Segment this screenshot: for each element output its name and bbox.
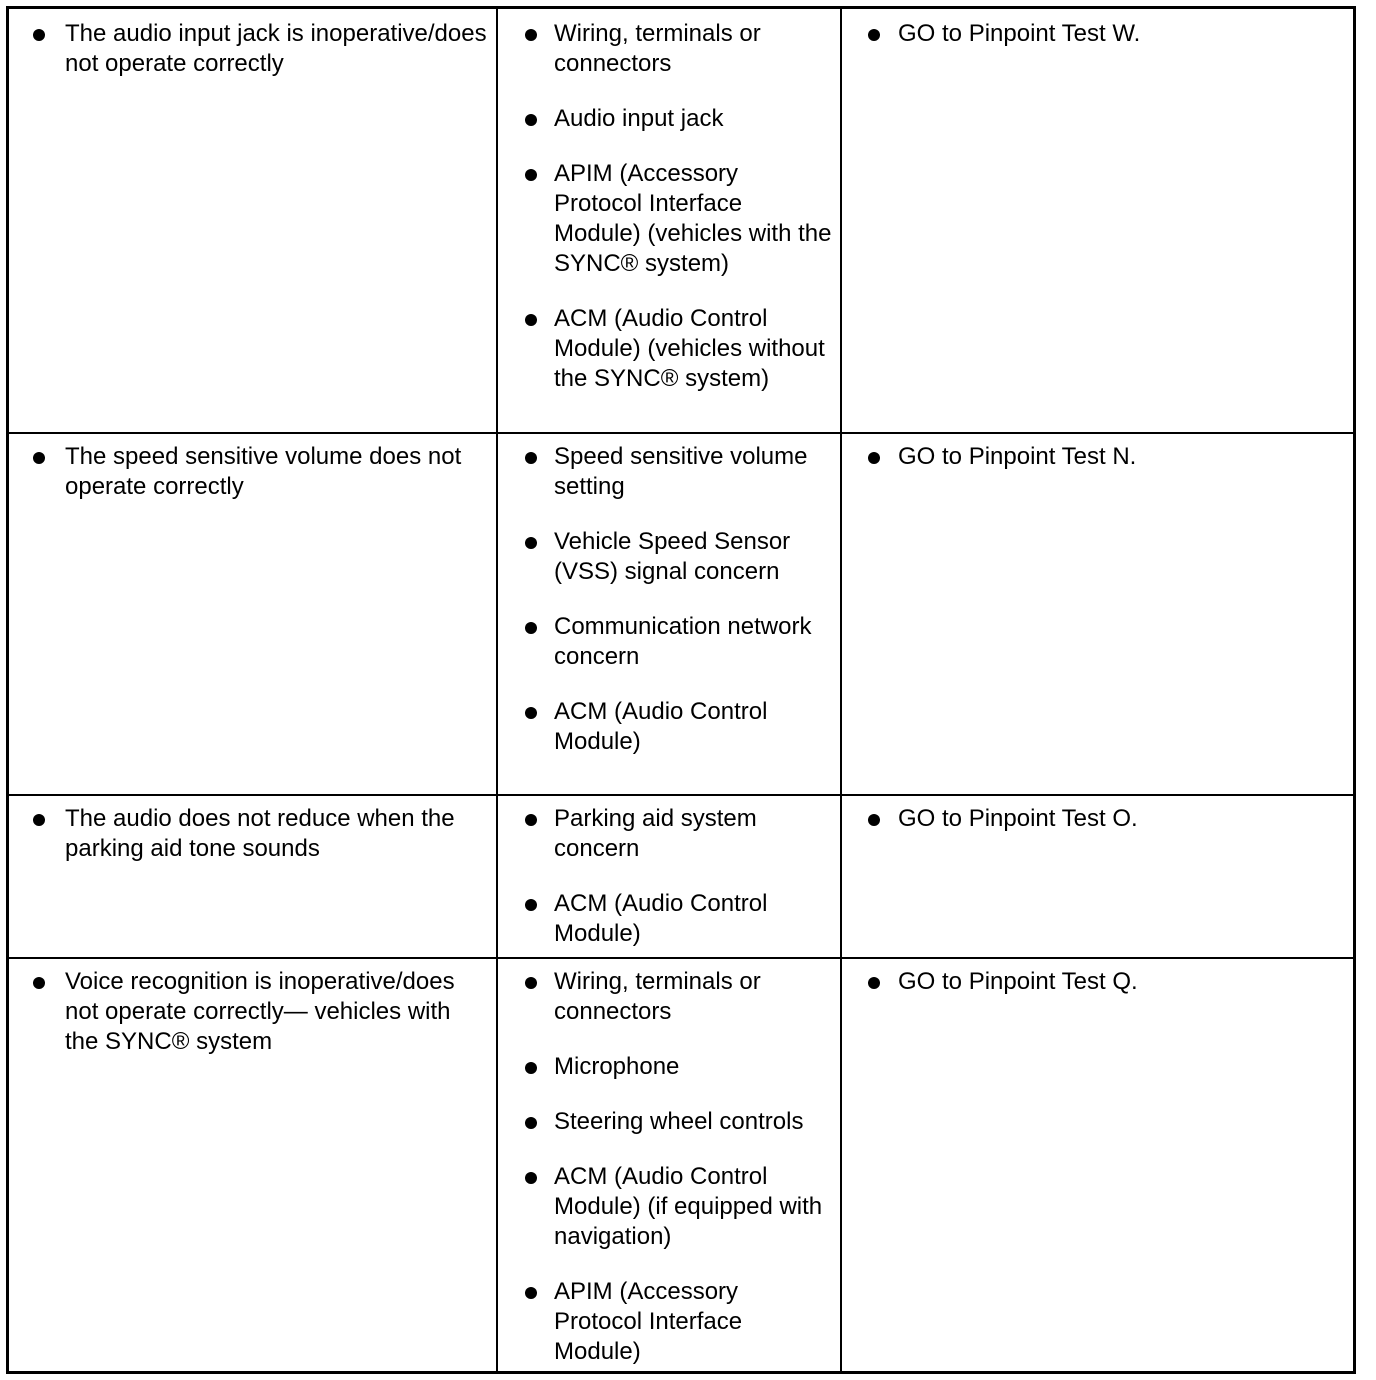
- cause-cell: [498, 957, 842, 1371]
- bullet-icon: [525, 977, 537, 989]
- cause-item: [498, 442, 840, 502]
- cause-text: Wiring, terminals or connectors: [554, 20, 761, 77]
- condition-item: [9, 19, 496, 79]
- cause-item: [498, 1162, 840, 1252]
- bullet-icon: [33, 814, 45, 826]
- bullet-icon: [525, 29, 537, 41]
- bullet-icon: [868, 29, 880, 41]
- bullet-icon: [33, 452, 45, 464]
- cause-item: [498, 1277, 840, 1367]
- condition-cell: [9, 9, 498, 432]
- cause-text: APIM (Accessory Protocol Interface Module) (vehicles with the SYNC® system): [554, 160, 832, 277]
- cause-text: Speed sensitive volume setting: [554, 443, 808, 500]
- action-cell: [842, 432, 1353, 794]
- bullet-icon: [525, 899, 537, 911]
- cause-cell: [498, 9, 842, 432]
- bullet-icon: [868, 452, 880, 464]
- table-row: [9, 432, 1353, 796]
- action-text: GO to Pinpoint Test Q.: [898, 968, 1138, 995]
- bullet-icon: [525, 814, 537, 826]
- cause-text: APIM (Accessory Protocol Interface Module): [554, 1278, 743, 1365]
- bullet-icon: [525, 707, 537, 719]
- cause-item: [498, 697, 840, 757]
- condition-cell: [9, 794, 498, 957]
- action-item: [842, 967, 1353, 997]
- cause-text: ACM (Audio Control Module): [554, 698, 768, 755]
- bullet-icon: [868, 977, 880, 989]
- bullet-icon: [33, 29, 45, 41]
- bullet-icon: [525, 452, 537, 464]
- condition-cell: [9, 957, 498, 1371]
- cause-cell: [498, 794, 842, 957]
- action-item: [842, 442, 1353, 472]
- cause-text: Audio input jack: [554, 105, 724, 132]
- table-row: [9, 794, 1353, 959]
- action-item: [842, 804, 1353, 834]
- action-item: [842, 19, 1353, 49]
- bullet-icon: [525, 622, 537, 634]
- cause-text: Parking aid system concern: [554, 805, 757, 862]
- table-row: [9, 9, 1353, 434]
- condition-item: [9, 804, 496, 864]
- bullet-icon: [525, 1117, 537, 1129]
- condition-item: [9, 967, 496, 1057]
- cause-item: [498, 19, 840, 79]
- action-text: GO to Pinpoint Test W.: [898, 20, 1141, 47]
- cause-text: Microphone: [554, 1053, 680, 1080]
- table-row: [9, 957, 1353, 1371]
- cause-text: ACM (Audio Control Module): [554, 890, 768, 947]
- cause-item: [498, 304, 840, 394]
- condition-text: The speed sensitive volume does not operate correctly: [65, 443, 462, 500]
- bullet-icon: [525, 314, 537, 326]
- condition-cell: [9, 432, 498, 794]
- action-cell: [842, 957, 1353, 1371]
- action-text: GO to Pinpoint Test N.: [898, 443, 1137, 470]
- cause-item: [498, 527, 840, 587]
- cause-text: Vehicle Speed Sensor (VSS) signal concern: [554, 528, 791, 585]
- condition-item: [9, 442, 496, 502]
- bullet-icon: [33, 977, 45, 989]
- cause-item: [498, 1107, 840, 1137]
- cause-text: ACM (Audio Control Module) (vehicles without the SYNC® system): [554, 305, 825, 392]
- cause-text: Wiring, terminals or connectors: [554, 968, 761, 1025]
- action-cell: [842, 794, 1353, 957]
- cause-cell: [498, 432, 842, 794]
- action-text: GO to Pinpoint Test O.: [898, 805, 1138, 832]
- symptom-chart-table: [6, 6, 1356, 1374]
- bullet-icon: [525, 1172, 537, 1184]
- condition-text: The audio input jack is inoperative/does not operate correctly: [65, 20, 487, 77]
- cause-text: Steering wheel controls: [554, 1108, 804, 1135]
- cause-item: [498, 804, 840, 864]
- cause-text: ACM (Audio Control Module) (if equipped with navigation): [554, 1163, 823, 1250]
- bullet-icon: [525, 114, 537, 126]
- cause-text: Communication network concern: [554, 613, 812, 670]
- cause-item: [498, 612, 840, 672]
- cause-item: [498, 967, 840, 1027]
- cause-item: [498, 104, 840, 134]
- action-cell: [842, 9, 1353, 432]
- bullet-icon: [525, 1287, 537, 1299]
- bullet-icon: [525, 1062, 537, 1074]
- condition-text: Voice recognition is inoperative/does not operate correctly— vehicles with the SYNC® system: [65, 968, 455, 1055]
- condition-text: The audio does not reduce when the parking aid tone sounds: [65, 805, 455, 862]
- cause-item: [498, 889, 840, 949]
- cause-item: [498, 159, 840, 279]
- cause-item: [498, 1052, 840, 1082]
- bullet-icon: [868, 814, 880, 826]
- bullet-icon: [525, 537, 537, 549]
- bullet-icon: [525, 169, 537, 181]
